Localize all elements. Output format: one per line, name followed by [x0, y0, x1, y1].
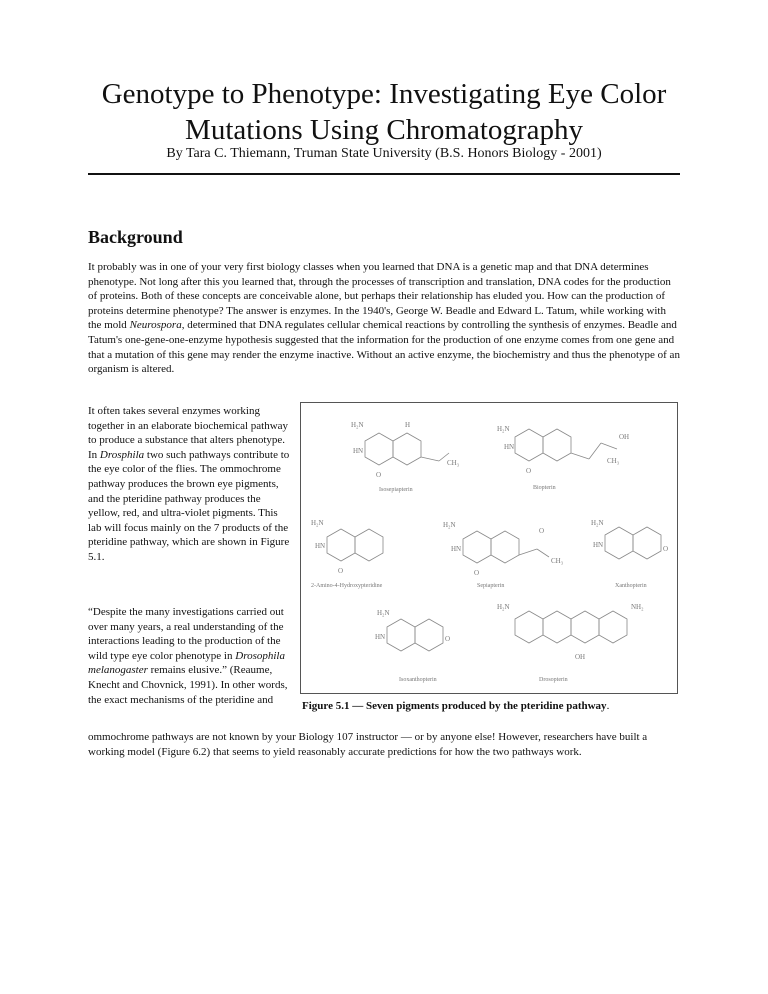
- figure-5-1-pteridine-structures: [300, 402, 678, 694]
- atom-label: H₂N: [443, 521, 456, 529]
- atom-label: O: [445, 635, 451, 643]
- p2-text-a: It often takes several enzymes working together in an elaborate biochemical pathway to produce a substance that alters phenotype. In: [88, 405, 289, 461]
- molecule-isosepiapterin: [365, 433, 449, 465]
- atom-label: HN: [593, 541, 604, 549]
- atom-label: H₂N: [497, 603, 510, 611]
- atom-label: CH₃: [607, 457, 620, 465]
- atom-label: HN: [375, 633, 386, 641]
- molecule-isoxanthopterin: [387, 619, 443, 651]
- molecule-2-amino-4-hydroxypteridine: [327, 529, 383, 561]
- molecule-xanthopterin: [605, 527, 661, 559]
- figure-caption-end: .: [606, 700, 610, 712]
- molecule-biopterin: [515, 429, 617, 461]
- background-paragraph-3: [88, 605, 294, 707]
- molecule-name-biopterin: Biopterin: [533, 485, 556, 491]
- atom-label: O: [474, 569, 480, 577]
- atom-label: HN: [451, 545, 462, 553]
- atom-label: H: [405, 421, 411, 429]
- background-paragraph-2: [88, 404, 292, 565]
- molecule-name-sepiapterin: Sepiapterin: [477, 583, 505, 589]
- p2-text-b: two such pathways contribute to the eye color of the flies. The ommochrome pathway produces the brown eye pigments, and the pteridine pathway produces the yellow, red, and ultra-violet pigments. This lab will focus mainly on the 7 products of the pteridine pathway, which are shown in Figure 5.1.: [88, 448, 290, 563]
- atom-label: CH₃: [447, 459, 460, 467]
- document-title: Genotype to Phenotype: Investigating Eye Color Mutations Using Chromatography: [101, 78, 667, 146]
- section-heading-background: Background: [88, 227, 183, 247]
- atom-label: OH: [575, 653, 586, 661]
- atom-label: O: [539, 527, 545, 535]
- molecule-name-xanthopterin: Xanthopterin: [615, 583, 647, 589]
- molecule-name-isoxanthopterin: Isoxanthopterin: [399, 677, 437, 683]
- molecule-name-isosepiapterin: Isosepiapterin: [379, 487, 413, 493]
- atom-label: HN: [353, 447, 364, 455]
- atom-label: O: [338, 567, 344, 575]
- atom-label: OH: [619, 433, 630, 441]
- atom-label: O: [376, 471, 382, 479]
- atom-label: H₂N: [377, 609, 390, 617]
- p3-emphasis: Drosophila melanogaster: [88, 649, 285, 677]
- p1-text-b: , determined that DNA regulates cellular chemical reactions by controlling the synthesis of enzymes. Beadle and Tatum's one-gene-one-enzyme hypothesis suggested that the information for the production of one enzyme comes from one gene and that a mutation of this gene may render the enzyme inactive. Without an active enzyme, the biochemistry and thus the phenotype of an organism is altered.: [88, 319, 680, 376]
- atom-label: H₂N: [351, 421, 364, 429]
- atom-label: O: [663, 545, 669, 553]
- molecule-drosopterin: [515, 611, 627, 643]
- p1-text-a: It probably was in one of your very first biology classes when you learned that DNA is a genetic map and that DNA determines phenotype. Not long after this you learned that, through the processes of transcription and translation, DNA codes for the production of proteins. Both of these concepts are conceivable alone, but perhaps their relationship has eluded you. How can the production of proteins determine phenotype? The answer is enzymes. In the 1940's, George W. Beadle and Edward L. Tatum, while working with the mold: [88, 261, 671, 332]
- title-divider: [88, 173, 680, 175]
- atom-label: HN: [315, 542, 326, 550]
- molecule-structures-svg: [301, 403, 677, 693]
- atom-label: HN: [504, 443, 515, 451]
- p3-text-b: remains elusive.” (Reaume, Knecht and Chovnick, 1991). In other words, the exact mechanisms of the pteridine and: [88, 664, 288, 706]
- atom-label: O: [526, 467, 532, 475]
- atom-label: H₂N: [311, 519, 324, 527]
- background-paragraph-1: [88, 260, 680, 377]
- molecule-name-drosopterin: Drosopterin: [539, 677, 568, 683]
- atom-label: H₂N: [497, 425, 510, 433]
- atom-label: H₂N: [591, 519, 604, 527]
- molecule-name-2-amino-4-hydroxypteridine: 2-Amino-4-Hydroxypteridine: [311, 583, 383, 589]
- figure-caption: [302, 700, 609, 712]
- atom-label: NH₂: [631, 603, 644, 611]
- molecule-sepiapterin: [463, 531, 549, 563]
- p1-emphasis: Neurospora: [129, 319, 182, 332]
- atom-label: CH₃: [551, 557, 564, 565]
- figure-caption-bold: Figure 5.1 — Seven pigments produced by the pteridine pathway: [302, 700, 607, 712]
- byline: By Tara C. Thiemann, Truman State University (B.S. Honors Biology - 2001): [166, 146, 602, 161]
- p3-text-a: “Despite the many investigations carried out over many years, a real understanding of the interactions leading to the production of the wild type eye color phenotype in: [88, 606, 284, 662]
- p2-emphasis: Drosphila: [99, 448, 145, 461]
- background-paragraph-4: ommochrome pathways are not known by your Biology 107 instructor — or by anyone else! However, researchers have built a working model (Figure 6.2) that seems to yield reasonably accurate predictions for how the two pathways work.: [88, 731, 648, 758]
